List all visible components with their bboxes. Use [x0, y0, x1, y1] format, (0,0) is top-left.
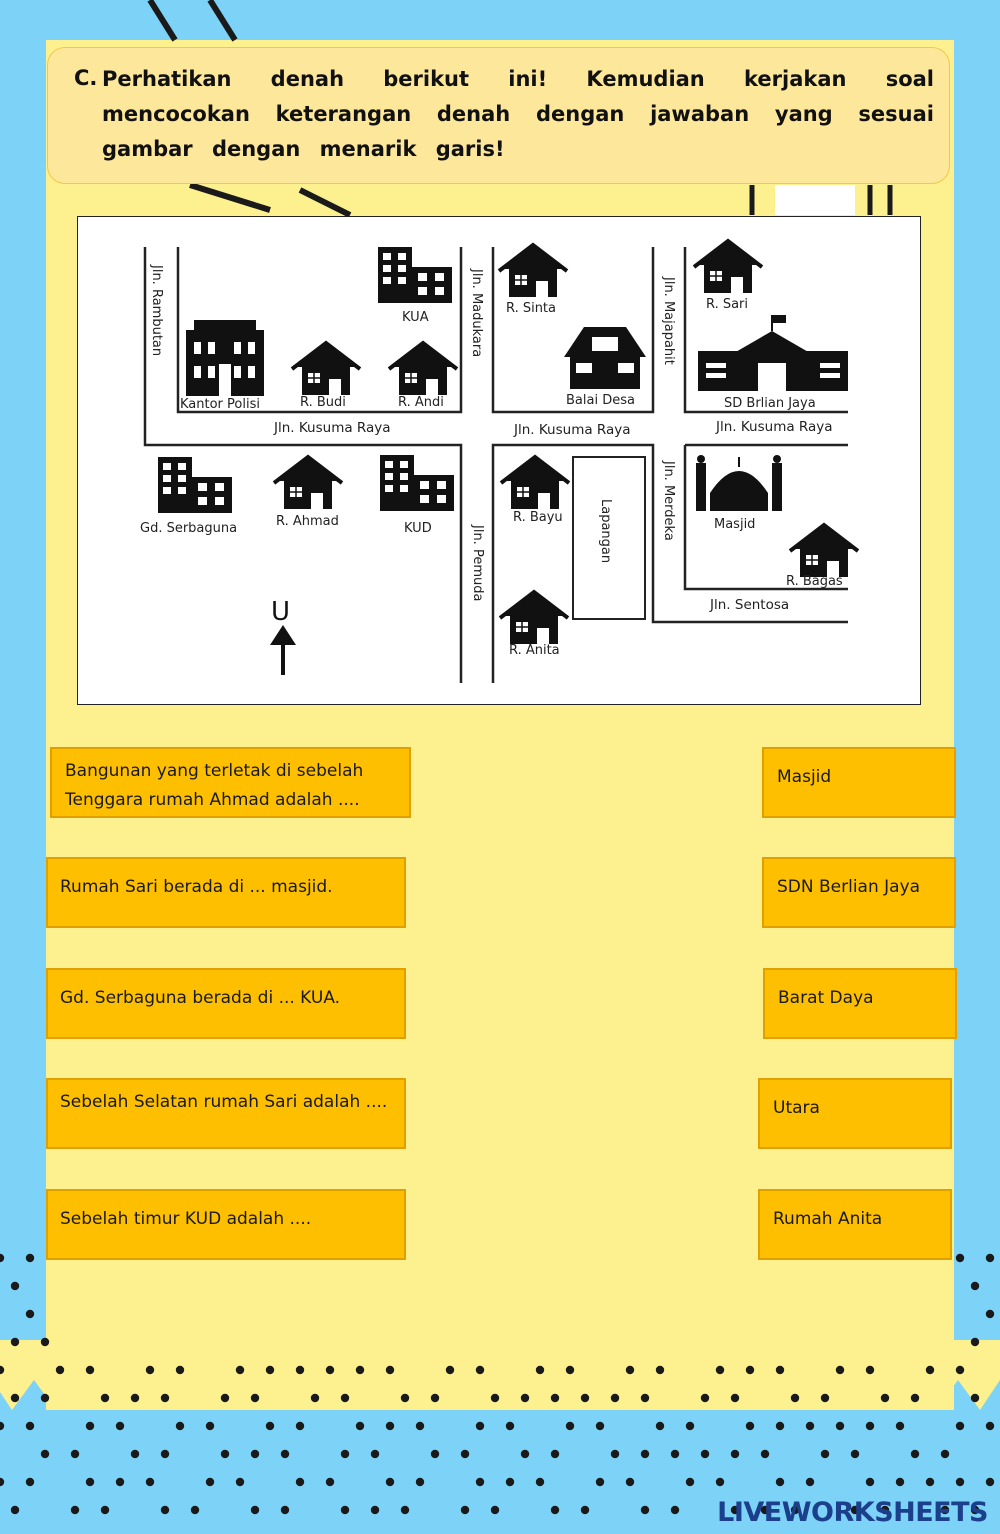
- kua-icon: [378, 247, 452, 303]
- liveworksheets-logo: LIVEWORKSHEETS: [717, 1497, 988, 1528]
- answer-text: Rumah Anita: [773, 1209, 883, 1229]
- place-kantor-polisi: Kantor Polisi: [180, 397, 260, 412]
- map-panel: [77, 216, 921, 705]
- street-sentosa: Jln. Sentosa: [710, 597, 790, 613]
- place-r-bayu: R. Bayu: [513, 510, 563, 525]
- question-text: Gd. Serbaguna berada di ... KUA.: [60, 988, 341, 1008]
- question-text: Sebelah timur KUD adalah ....: [60, 1209, 312, 1229]
- village-hall-icon: [564, 327, 646, 389]
- house-budi-icon: [292, 343, 360, 395]
- answer-box-5[interactable]: [758, 1189, 952, 1260]
- dot-pattern: [0, 1250, 1000, 1534]
- place-r-anita: R. Anita: [509, 643, 560, 658]
- lapangan-label: Lapangan: [598, 499, 613, 564]
- answer-box-4[interactable]: [758, 1078, 952, 1149]
- place-r-bagas: R. Bagas: [786, 574, 843, 589]
- place-balai-desa: Balai Desa: [566, 393, 635, 408]
- mosque-icon: [696, 455, 782, 511]
- question-box-5[interactable]: [46, 1189, 406, 1260]
- street-kusuma-right: Jln. Kusuma Raya: [716, 419, 833, 435]
- instruction-letter: C.: [74, 66, 98, 90]
- question-box-1[interactable]: [50, 747, 411, 818]
- police-station-icon: [186, 320, 264, 396]
- place-kud: KUD: [404, 521, 432, 536]
- question-box-2[interactable]: [46, 857, 406, 928]
- street-rambutan: Jln. Rambutan: [149, 265, 164, 357]
- serbaguna-icon: [158, 457, 232, 513]
- answer-box-3[interactable]: [763, 968, 957, 1039]
- place-r-ahmad: R. Ahmad: [276, 514, 339, 529]
- place-r-andi: R. Andi: [398, 395, 444, 410]
- answer-box-2[interactable]: [762, 857, 956, 928]
- instruction-text: Perhatikan denah berikut ini! Kemudian kerjakan soal mencocokan keterangan denah dengan jawaban yang sesuai gambar dengan menarik garis!: [102, 67, 934, 161]
- question-box-4[interactable]: [46, 1078, 406, 1149]
- street-kusuma-left: Jln. Kusuma Raya: [274, 420, 391, 436]
- place-r-sinta: R. Sinta: [506, 301, 557, 316]
- place-masjid: Masjid: [714, 517, 756, 532]
- question-box-3[interactable]: [46, 968, 406, 1039]
- answer-text: Masjid: [777, 767, 832, 787]
- answer-text: SDN Berlian Jaya: [777, 877, 921, 897]
- street-pemuda: Jln. Pemuda: [470, 525, 485, 602]
- street-kusuma-mid: Jln. Kusuma Raya: [514, 422, 631, 438]
- street-merdeka: Jln. Merdeka: [661, 461, 676, 541]
- place-r-budi: R. Budi: [300, 395, 346, 410]
- place-r-sari: R. Sari: [706, 297, 749, 312]
- kud-icon: [380, 455, 454, 511]
- question-text: Sebelah Selatan rumah Sari adalah ....: [60, 1092, 388, 1112]
- street-majapahit: Jln. Majapahit: [661, 277, 676, 365]
- answer-box-1[interactable]: [762, 747, 956, 818]
- instruction-box: [47, 47, 950, 184]
- house-bayu-icon: [501, 457, 569, 509]
- place-kua: KUA: [402, 310, 429, 325]
- house-anita-icon: [500, 592, 568, 644]
- school-icon: [698, 315, 848, 391]
- house-ahmad-icon: [274, 457, 342, 509]
- house-sinta-icon: [499, 245, 567, 297]
- question-text: Bangunan yang terletak di sebelah Tenggara rumah Ahmad adalah ....: [65, 761, 364, 810]
- house-andi-icon: [389, 343, 457, 395]
- answer-text: Barat Daya: [778, 988, 874, 1008]
- north-arrow-icon: [270, 625, 296, 675]
- question-text: Rumah Sari berada di ... masjid.: [60, 877, 333, 897]
- place-gd-serbaguna: Gd. Serbaguna: [140, 521, 238, 536]
- compass-label: U: [271, 597, 291, 627]
- house-sari-icon: [694, 241, 762, 293]
- answer-text: Utara: [773, 1098, 820, 1118]
- house-bagas-icon: [790, 525, 858, 577]
- street-madukara: Jln. Madukara: [469, 269, 484, 358]
- place-sd: SD Brlian Jaya: [724, 396, 816, 411]
